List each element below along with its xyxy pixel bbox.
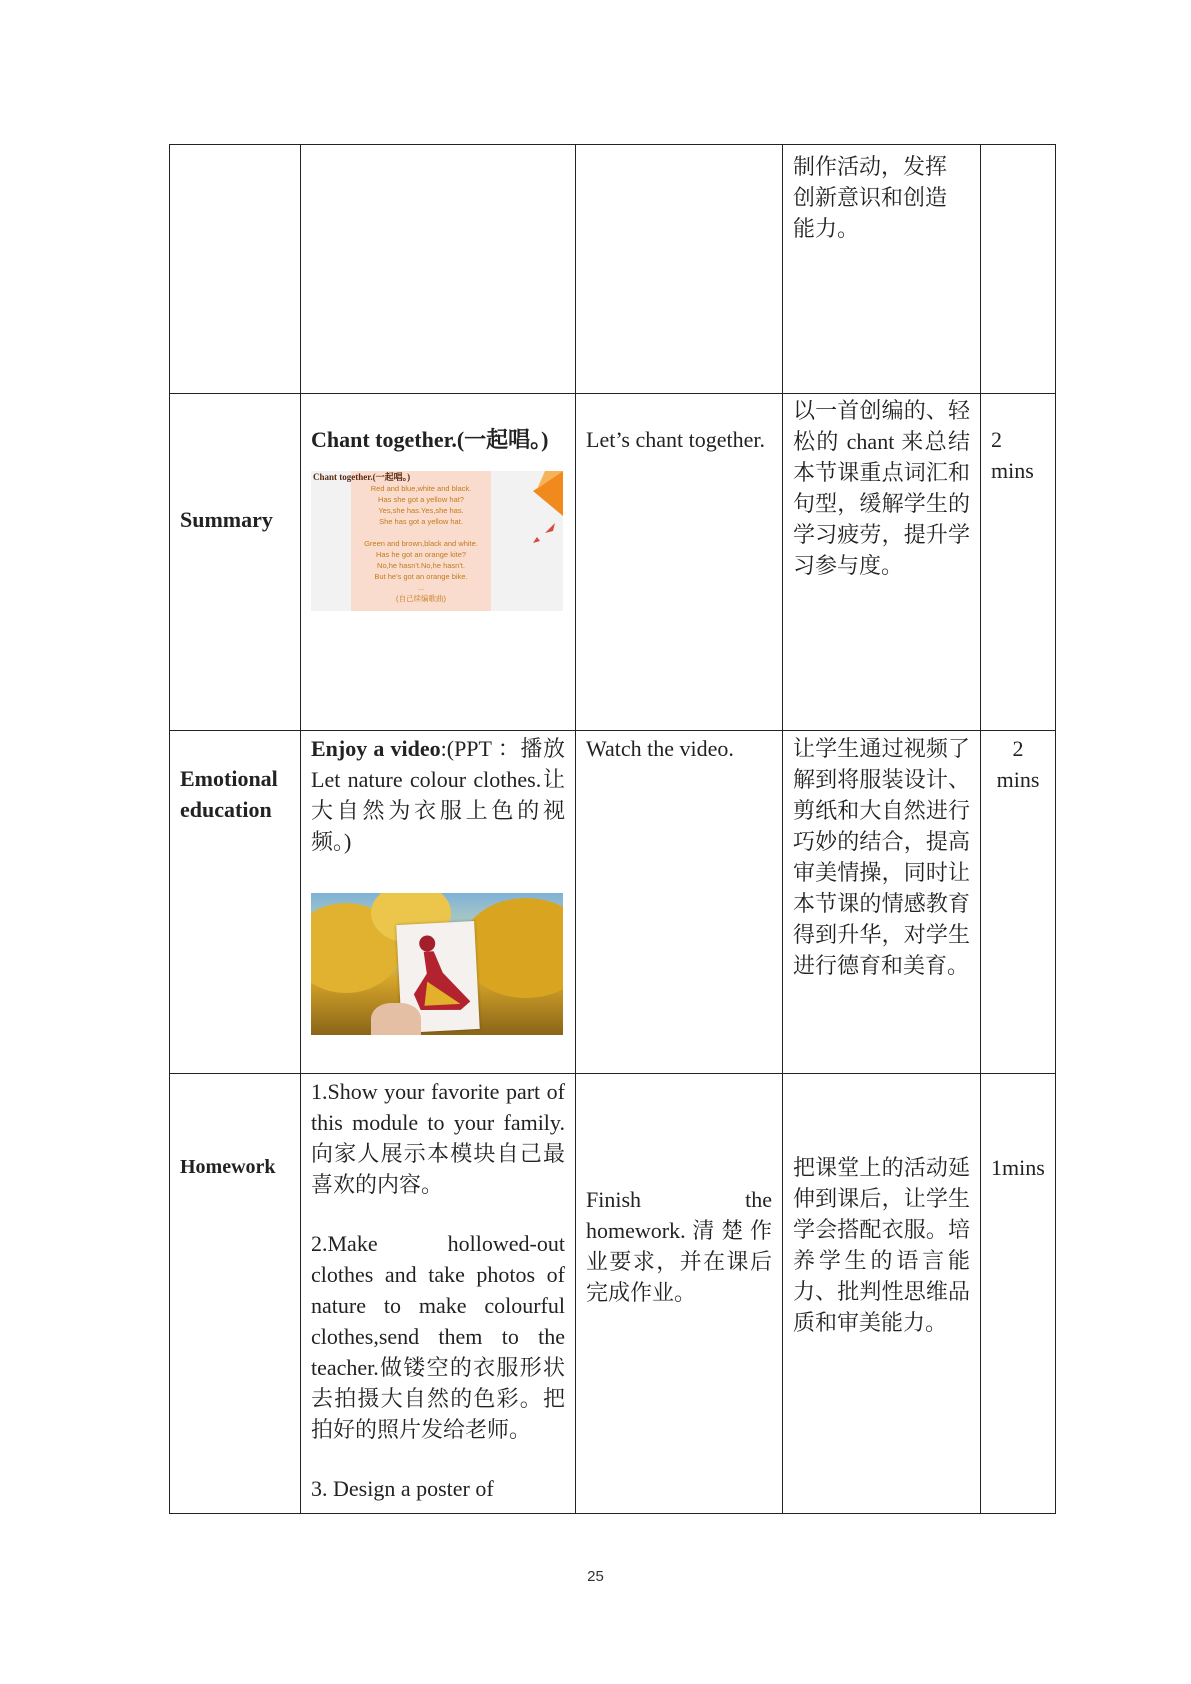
stage-label-homework: Homework	[170, 1074, 301, 1514]
activity-cell	[301, 731, 576, 1074]
activity-cell	[301, 1074, 576, 1514]
purpose-line: 制作活动，发挥	[793, 154, 948, 179]
activity-cell	[301, 394, 576, 731]
lyric-line: ...	[417, 583, 425, 592]
chant-slide-title: Chant together.(一起唱。)	[313, 472, 411, 482]
lyric-line: Red and blue,white and black.	[370, 484, 472, 493]
stage-cell	[170, 145, 301, 394]
table-row	[170, 1074, 1056, 1514]
time-cell: 1mins	[981, 1074, 1056, 1514]
purpose-cell: 以一首创编的、轻松的 chant 来总结本节课重点词汇和句型，缓解学生的学习疲劳，提升学习参与度。	[783, 394, 981, 731]
table-row	[170, 145, 1056, 394]
paper-decoration-icon	[515, 471, 563, 546]
purpose-cell	[783, 145, 981, 394]
homework-item: 1.Show your favorite part of this module to your family.向家人展示本模块自己最喜欢的内容。	[311, 1079, 565, 1197]
chant-slide-lyrics	[351, 483, 491, 604]
lyric-line: (自己续编歌曲)	[396, 594, 446, 603]
stage-label-summary: Summary	[170, 394, 301, 731]
student-cell: Finish the homework.清楚作业要求，并在课后完成作业。	[576, 1074, 783, 1514]
purpose-cell: 让学生通过视频了解到将服装设计、剪纸和大自然进行巧妙的结合，提高审美情操，同时让本节课的情感教育得到升华，对学生进行德育和美育。	[783, 731, 981, 1074]
lyric-line: Yes,she has.Yes,she has.	[378, 506, 464, 515]
video-still-image	[311, 893, 563, 1035]
lyric-line: Has she got a yellow hat?	[378, 495, 464, 504]
lyric-line: Has he got an orange kite?	[375, 550, 467, 559]
chant-slide-image	[311, 471, 563, 611]
lyric-line: She has got a yellow hat.	[379, 517, 463, 526]
student-cell	[576, 145, 783, 394]
lesson-plan-table	[169, 144, 1056, 1514]
purpose-line: 创新意识和创造	[793, 185, 948, 210]
homework-item: 3. Design a poster of	[311, 1476, 494, 1501]
page-number: 25	[587, 1568, 604, 1585]
hand	[371, 1003, 421, 1035]
time-cell: 2 mins	[981, 394, 1056, 731]
student-cell: Let’s chant together.	[576, 394, 783, 731]
stage-label-emotional-education: Emotional education	[170, 731, 301, 1074]
purpose-cell: 把课堂上的活动延伸到课后，让学生学会搭配衣服。培养学生的语言能力、批判性思维品质和审美能力。	[783, 1074, 981, 1514]
time-cell: 2 mins	[981, 731, 1056, 1074]
activity-description: :(PPT ：播放 Let nature colour clothes.让大自然为衣服上色的视频。)	[311, 736, 565, 854]
lyric-line: But he's got an orange bike.	[374, 572, 468, 581]
student-cell: Watch the video.	[576, 731, 783, 1074]
table-row	[170, 394, 1056, 731]
homework-item: 2.Make hollowed-out clothes and take photos of nature to make colourful clothes,send them to the teacher.做镂空的衣服形状去拍摄大自然的色彩。把拍好的照片发给老师。	[311, 1231, 565, 1442]
activity-title: Enjoy a video	[311, 736, 441, 761]
table-row	[170, 731, 1056, 1074]
purpose-line: 能力。	[793, 216, 860, 241]
lyric-line: Green and brown,black and white.	[364, 539, 478, 548]
activity-cell	[301, 145, 576, 394]
activity-title: Chant together.(一起唱。)	[311, 427, 549, 452]
time-cell	[981, 145, 1056, 394]
lyric-line	[351, 527, 491, 538]
activity-text	[311, 733, 565, 857]
lyric-line: No,he hasn't.No,he hasn't.	[377, 561, 465, 570]
